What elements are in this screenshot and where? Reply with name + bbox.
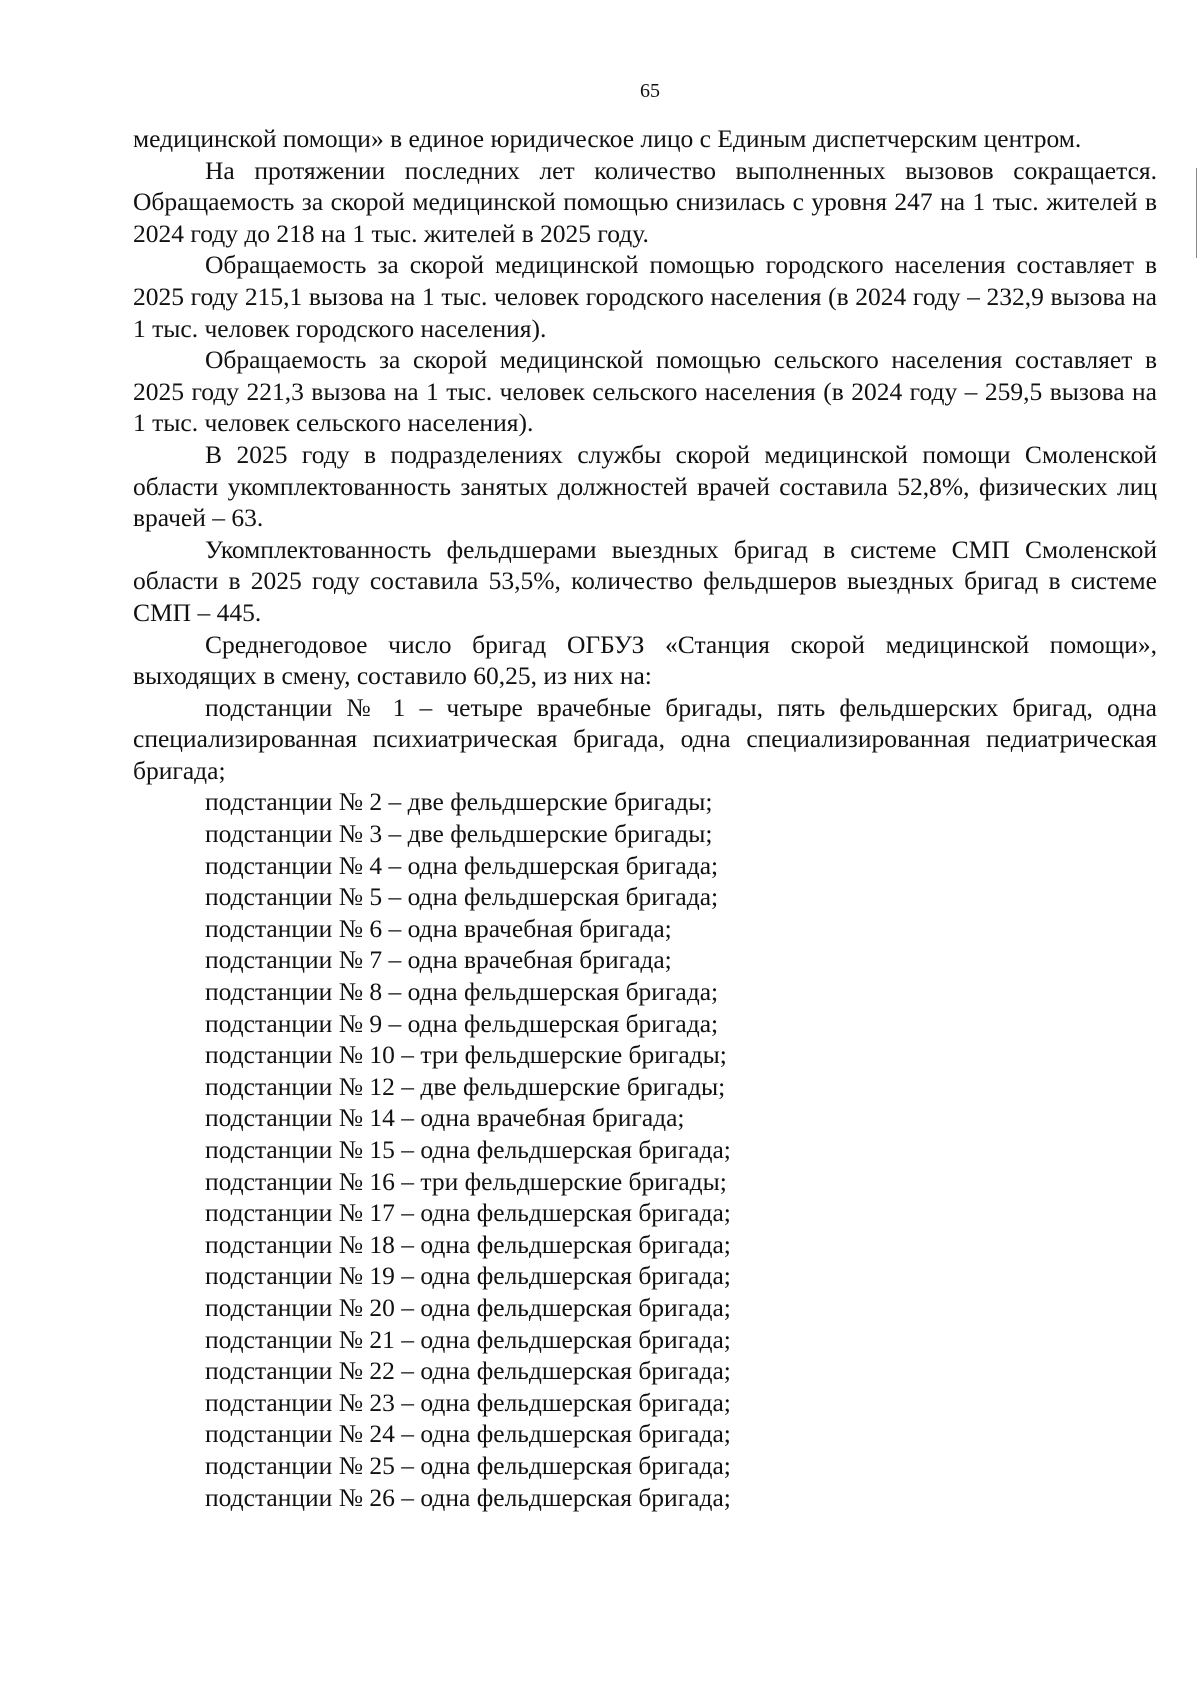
paragraph-doctor-staffing: В 2025 году в подразделениях службы скорой медицинской помощи Смоленской области укомплектованность занятых должностей врачей составила 52,8%, физических лиц врачей – 63. <box>133 439 1157 533</box>
list-item: подстанции № 7 – одна врачебная бригада; <box>205 945 672 975</box>
list-item: подстанции № 17 – одна фельдшерская бригада; <box>205 1198 731 1228</box>
paragraph-calls-trend: На протяжении последних лет количество выполненных вызовов сокращается. Обращаемость за скорой медицинской помощью снизилась с уровня 247 на 1 тыс. жителей в 2024 году до 218 на 1 тыс. жителей в 2025 году. <box>133 155 1157 248</box>
list-item: подстанции № 19 – одна фельдшерская бригада; <box>205 1261 731 1291</box>
paragraph-paramedic-staffing: Укомплектованность фельдшерами выездных бригад в системе СМП Смоленской области в 2025 году составила 53,5%, количество фельдшеров выездных бригад в системе СМП – 445. <box>133 534 1157 627</box>
list-item: подстанции № 12 – две фельдшерские бригады; <box>205 1071 726 1101</box>
list-item: подстанции № 26 – одна фельдшерская бригада; <box>205 1482 731 1512</box>
list-item: подстанции № 25 – одна фельдшерская бригада; <box>205 1450 731 1480</box>
list-item: подстанции № 2 – две фельдшерские бригады; <box>205 787 713 817</box>
list-item: подстанции № 22 – одна фельдшерская бригада; <box>205 1356 731 1386</box>
paragraph-urban-rate: Обращаемость за скорой медицинской помощью городского населения составляет в 2025 году 215,1 вызова на 1 тыс. человек городского населения (в 2024 году – 232,9 вызова на 1 тыс. человек городского населения). <box>133 250 1157 343</box>
list-item: подстанции № 9 – одна фельдшерская бригада; <box>205 1008 719 1038</box>
paragraph-brigades-intro: Среднегодовое число бригад ОГБУЗ «Станция скорой медицинской помощи», выходящих в смену, составило 60,25, из них на: <box>133 629 1157 691</box>
list-item: подстанции № 5 – одна фельдшерская бригада; <box>205 882 719 912</box>
list-item: подстанции № 4 – одна фельдшерская бригада; <box>205 850 719 880</box>
list-item: подстанции № 1 – четыре врачебные бригады, пять фельдшерских бригад, одна специализированная психиатрическая бригада, одна специализированная педиатрическая бригада; <box>133 692 1157 785</box>
paragraph-continuation: медицинской помощи» в единое юридическое лицо с Единым диспетчерским центром. <box>133 124 1082 153</box>
list-item: подстанции № 14 – одна врачебная бригада; <box>205 1103 685 1133</box>
page-number: 65 <box>640 80 660 102</box>
scan-edge-line <box>1196 168 1197 258</box>
list-item: подстанции № 3 – две фельдшерские бригады; <box>205 819 713 849</box>
list-item: подстанции № 10 – три фельдшерские бригады; <box>205 1040 727 1070</box>
paragraph-rural-rate: Обращаемость за скорой медицинской помощью сельского населения составляет в 2025 году 221,3 вызова на 1 тыс. человек сельского населения (в 2024 году – 259,5 вызова на 1 тыс. человек сельского населения). <box>133 345 1157 438</box>
list-item: подстанции № 20 – одна фельдшерская бригада; <box>205 1292 731 1322</box>
list-item: подстанции № 16 – три фельдшерские бригады; <box>205 1166 727 1196</box>
list-item: подстанции № 21 – одна фельдшерская бригада; <box>205 1324 731 1354</box>
list-item: подстанции № 15 – одна фельдшерская бригада; <box>205 1135 731 1164</box>
substation-list <box>133 692 1157 1513</box>
list-item: подстанции № 23 – одна фельдшерская бригада; <box>205 1387 731 1417</box>
list-item: подстанции № 6 – одна врачебная бригада; <box>205 913 672 943</box>
page-body <box>133 123 1157 1513</box>
list-item: подстанции № 24 – одна фельдшерская бригада; <box>205 1419 731 1449</box>
list-item: подстанции № 18 – одна фельдшерская бригада; <box>205 1229 731 1259</box>
list-item: подстанции № 8 – одна фельдшерская бригада; <box>205 977 719 1007</box>
